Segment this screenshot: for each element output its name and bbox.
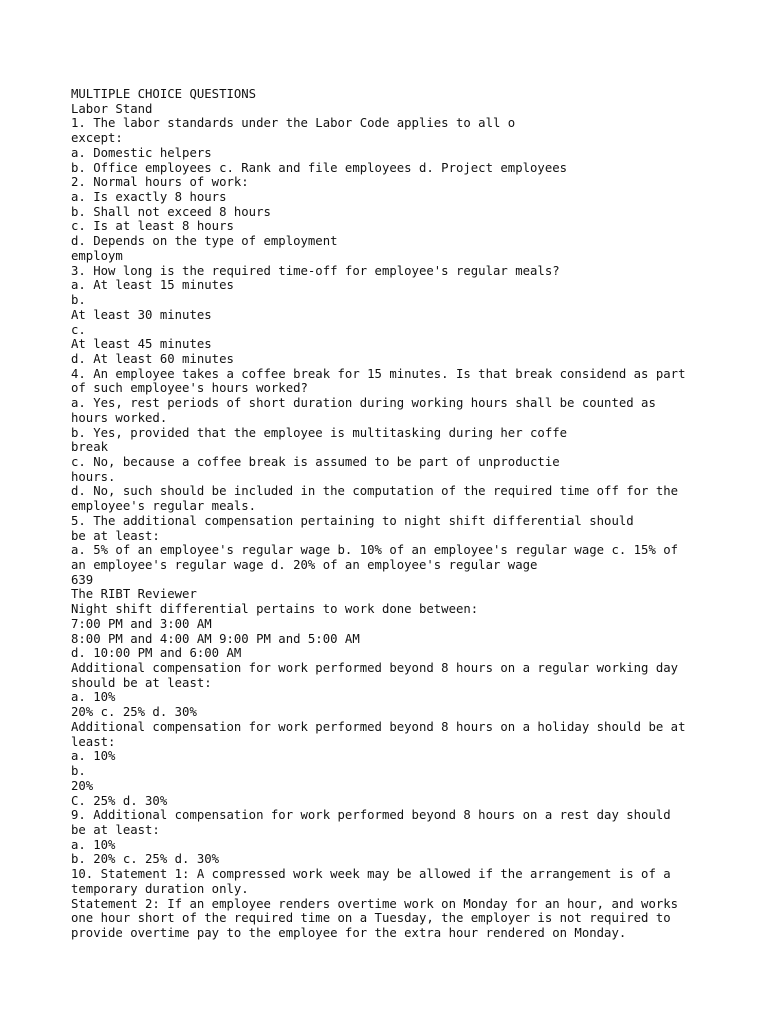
answer-option: a. At least 15 minutes	[71, 278, 234, 293]
answer-option: b. 20% c. 25% d. 30%	[71, 852, 220, 867]
answer-option: b. Yes, provided that the employee is multitasking during her coffe	[71, 425, 568, 440]
text-line: should be at least:	[71, 675, 212, 690]
text-line: be at least:	[71, 822, 160, 837]
text-line: except:	[71, 131, 123, 146]
answer-option: 7:00 PM and 3:00 AM	[71, 616, 212, 631]
answer-option: b. Shall not exceed 8 hours	[71, 204, 271, 219]
text-line: At least 45 minutes	[71, 337, 212, 352]
question-10: 10. Statement 1: A compressed work week may be allowed if the arrangement is of a	[71, 867, 671, 882]
answer-option: d. No, such should be included in the computation of the required time off for the	[71, 484, 679, 499]
answer-option: a. Domestic helpers	[71, 145, 212, 160]
text-line: one hour short of the required time on a Tuesday, the employer is not required to	[71, 911, 671, 926]
page-number: 639	[71, 572, 94, 587]
answer-option: c. No, because a coffee break is assumed to be part of unproductie	[71, 454, 560, 469]
answer-option: d. Depends on the type of employment	[71, 234, 338, 249]
question-9: 9. Additional compensation for work performed beyond 8 hours on a rest day should	[71, 808, 671, 823]
text-line: an employee's regular wage d. 20% of an employee's regular wage	[71, 558, 538, 572]
answer-option: d. 10:00 PM and 6:00 AM	[71, 646, 242, 661]
document-body	[71, 87, 731, 941]
text-line: hours worked.	[71, 410, 168, 425]
text-line: break	[71, 440, 109, 455]
text-line: employee's regular meals.	[71, 499, 257, 514]
text-line: employm	[71, 248, 123, 263]
question-4: 4. An employee takes a coffee break for 15 minutes. Is that break considend as part	[71, 366, 686, 381]
answer-option: a. 10%	[71, 749, 116, 764]
text-line: be at least:	[71, 528, 160, 543]
running-header: The RIBT Reviewer	[71, 587, 197, 602]
question-5: 5. The additional compensation pertaining to night shift differential should	[71, 513, 634, 528]
answer-option: 8:00 PM and 4:00 AM 9:00 PM and 5:00 AM	[71, 631, 360, 646]
text-line: At least 30 minutes	[71, 307, 212, 322]
answer-option: a. 10%	[71, 837, 116, 852]
answer-option: 20% c. 25% d. 30%	[71, 705, 197, 720]
question-1: 1. The labor standards under the Labor Code applies to all o	[71, 116, 516, 131]
question-2: 2. Normal hours of work:	[71, 175, 249, 190]
answer-option: c.	[71, 322, 86, 337]
statement-2: Statement 2: If an employee renders overtime work on Monday for an hour, and works	[71, 896, 679, 911]
text-line: hours.	[71, 469, 116, 484]
text-line: temporary duration only.	[71, 881, 249, 896]
answer-option: C. 25% d. 30%	[71, 793, 168, 808]
answer-option: b. Office employees c. Rank and file employees d. Project employees	[71, 160, 568, 175]
text-line: provide overtime pay to the employee for the extra hour rendered on Monday.	[71, 925, 627, 940]
question-8: Additional compensation for work performed beyond 8 hours on a holiday should be at	[71, 719, 686, 734]
document-heading: MULTIPLE CHOICE QUESTIONS	[71, 87, 257, 101]
text-line: least:	[71, 734, 116, 749]
answer-option: a. Yes, rest periods of short duration during working hours shall be counted as	[71, 396, 656, 411]
answer-option: b.	[71, 293, 86, 308]
answer-option: b.	[71, 764, 86, 779]
text-line: 20%	[71, 778, 94, 793]
question-7: Additional compensation for work performed beyond 8 hours on a regular working day	[71, 661, 679, 676]
question-6: Night shift differential pertains to work done between:	[71, 602, 479, 617]
answer-option: c. Is at least 8 hours	[71, 219, 234, 234]
answer-option: d. At least 60 minutes	[71, 351, 234, 366]
question-3: 3. How long is the required time-off for employee's regular meals?	[71, 263, 560, 278]
answer-option: a. Is exactly 8 hours	[71, 190, 227, 205]
answer-option: a. 5% of an employee's regular wage b. 10% of an employee's regular wage c. 15% of	[71, 543, 679, 558]
answer-option: a. 10%	[71, 690, 116, 705]
document-subheading: Labor Stand	[71, 101, 153, 116]
text-line: of such employee's hours worked?	[71, 381, 308, 396]
